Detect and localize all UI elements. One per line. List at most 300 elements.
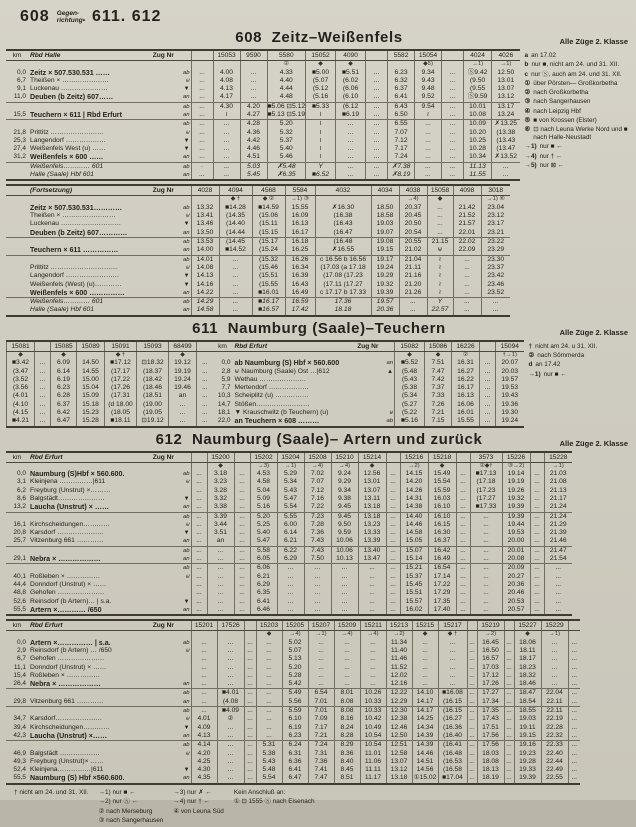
time-cell: 6.41: [282, 766, 308, 774]
time-cell: ...: [504, 672, 514, 680]
time-cell: ...: [453, 272, 481, 280]
footnote: →4) nur † ←: [173, 798, 210, 806]
header-train-number: 9590: [240, 50, 267, 61]
time-cell: 10.06: [331, 537, 358, 546]
time-cell: ...: [219, 298, 252, 307]
station-cell: [28, 120, 178, 129]
time-cell: 14.08: [191, 264, 219, 272]
column-marker: →1): [464, 61, 492, 69]
time-cell: 13.07: [492, 85, 520, 93]
time-cell: 16.27: [452, 368, 480, 376]
time-cell: 11.52: [386, 664, 412, 672]
time-cell: 4.30: [191, 766, 217, 774]
km-cell: 46,9: [13, 749, 26, 757]
time-cell: 16.54: [428, 564, 456, 573]
time-cell: ...: [427, 204, 453, 212]
time-cell: 10.13: [331, 555, 358, 564]
time-cell: ...: [244, 664, 256, 672]
header-train-number: [386, 452, 400, 463]
time-cell: 11.01: [360, 750, 386, 758]
time-cell: ...: [442, 85, 464, 93]
section-608: [6, 49, 632, 317]
footnote: →4) nur † ←: [524, 152, 563, 160]
time-cell: ...: [467, 707, 477, 716]
time-cell: 7.50: [304, 555, 331, 564]
time-cell: (15.17: [252, 238, 285, 247]
time-cell: ...: [481, 306, 510, 315]
time-cell: ✗5.48: [267, 162, 306, 171]
table-row: [6, 503, 572, 512]
time-cell: (17.27: [470, 495, 502, 503]
time-cell: 20.00: [502, 537, 530, 546]
time-cell: 16.25: [285, 246, 315, 255]
time-cell: ...: [277, 598, 304, 606]
time-cell: ...: [386, 503, 400, 512]
time-cell: ...: [277, 581, 304, 589]
km-cell: [6, 246, 28, 255]
station-cell: Balgstädt ………………: [30, 749, 100, 757]
time-cell: ...: [217, 655, 244, 663]
time-cell: ...: [256, 647, 282, 655]
time-cell: ...: [234, 606, 250, 615]
time-cell: c 17.17 b 17.33: [315, 289, 371, 298]
time-cell: ...: [438, 680, 467, 689]
time-cell: (16.48: [315, 238, 371, 247]
stop-type-cell: ab: [178, 564, 191, 573]
time-cell: ...: [207, 573, 234, 581]
time-cell: ...: [197, 417, 213, 426]
header-train-number: 15094: [496, 341, 524, 352]
time-cell: ...: [336, 137, 366, 145]
time-cell: (6.02: [336, 77, 366, 85]
time-cell: ...: [470, 529, 502, 537]
time-cell: (17.11 (17.27: [315, 281, 371, 289]
header-train-number: 15058: [427, 185, 453, 196]
time-cell: 15.04: [77, 384, 105, 392]
time-cell: 5.34: [277, 478, 304, 486]
time-cell: 19.33: [514, 766, 541, 774]
time-cell: 20.03: [496, 368, 524, 376]
time-cell: 9.54: [415, 102, 442, 111]
time-cell: 7.09: [308, 715, 334, 723]
time-cell: 9.29: [331, 478, 358, 486]
time-cell: 18.17: [514, 655, 541, 663]
header-km: km: [6, 50, 28, 61]
column-marker: [315, 196, 371, 204]
time-cell: 6.23: [51, 384, 77, 392]
time-cell: (15.15: [252, 229, 285, 238]
header-train-number: 15226: [502, 452, 530, 463]
time-cell: 16.13: [452, 392, 480, 400]
time-cell: (5.22: [395, 409, 425, 417]
time-cell: 19.30: [496, 409, 524, 417]
station-cell: ab Naumburg (S) Hbf × 560.600: [234, 359, 340, 368]
header-train-number: 15214: [358, 452, 386, 463]
time-cell: ■16.17: [252, 298, 285, 307]
km-cell: [6, 255, 28, 264]
column-marker: [191, 631, 217, 639]
time-cell: ■6.52: [306, 171, 336, 180]
header-train-number: 15209: [334, 620, 360, 631]
column-marker: ◆: [306, 61, 336, 69]
time-cell: 13.40: [358, 546, 386, 555]
time-cell: 14.10: [412, 689, 438, 698]
time-cell: 4.13: [213, 85, 240, 93]
time-cell: 13.01: [492, 77, 520, 85]
station-cell: Langendorf ……………………: [30, 272, 120, 280]
time-cell: 19.44: [502, 521, 530, 529]
time-cell: 6.31: [282, 750, 308, 758]
table-row: [6, 306, 510, 315]
time-cell: ...: [234, 573, 250, 581]
time-cell: 5.04: [250, 487, 277, 495]
time-cell: 12.56: [358, 470, 386, 478]
header-train-number: [366, 50, 388, 61]
time-cell: ...: [256, 724, 282, 732]
time-cell: ⊡18.32: [137, 359, 169, 367]
time-cell: (15.11: [252, 220, 285, 228]
time-cell: ...: [386, 470, 400, 478]
time-cell: ...: [217, 766, 244, 774]
stop-type-cell: [383, 392, 395, 400]
time-cell: (16.58: [438, 766, 467, 774]
stop-type-cell: ⊎: [185, 129, 190, 136]
time-cell: ...: [442, 129, 464, 137]
time-cell: ■17.13: [470, 470, 502, 478]
time-cell: ...: [366, 129, 388, 137]
header-train-number: 15218: [428, 452, 456, 463]
time-cell: ...: [217, 741, 244, 750]
time-cell: ...: [207, 555, 234, 564]
time-cell: ...: [277, 589, 304, 597]
header-train-number: 15216: [400, 452, 428, 463]
stop-type-cell: an: [182, 111, 190, 118]
time-cell: 23.52: [481, 289, 510, 298]
time-cell: (17.08 (17.23: [315, 272, 371, 280]
column-marker: →1) ⑥: [481, 196, 510, 204]
time-cell: ...: [35, 376, 51, 384]
time-cell: ■14.59: [252, 204, 285, 212]
station-cell: [28, 707, 178, 716]
time-cell: ...: [207, 598, 234, 606]
station-cell: Teuchern × 611 ……………: [30, 246, 119, 255]
time-cell: (6.12: [336, 102, 366, 111]
km-cell: [6, 204, 28, 212]
time-cell: (14.45: [219, 238, 252, 247]
km-cell: [6, 238, 28, 247]
time-cell: Ⓢ9.42: [464, 69, 492, 77]
footnote: ⑥ ⊡ nach Leuna Werke Nord und ■ nach Halle-Neustadt: [524, 126, 628, 142]
time-cell: ...: [240, 69, 267, 77]
footnote: ② nach Sömmerda: [528, 352, 585, 360]
timetable-611: [6, 340, 524, 428]
time-cell: ...: [191, 153, 213, 162]
column-marker: →4): [331, 462, 358, 470]
time-cell: ...: [217, 664, 244, 672]
time-cell: ≀: [415, 111, 442, 120]
header-train-number: 15228: [544, 452, 572, 463]
time-cell: 22.57: [427, 306, 453, 315]
time-cell: (15.06: [252, 212, 285, 220]
time-cell: 15.00: [77, 376, 105, 384]
time-cell: ...: [207, 589, 234, 597]
time-cell: Ⓢ9.59: [464, 93, 492, 102]
station-cell: Karsdorf …………………: [30, 529, 104, 537]
time-cell: ...: [244, 758, 256, 766]
time-cell: 5.20: [250, 512, 277, 521]
time-cell: ...: [334, 664, 360, 672]
column-marker: [442, 61, 464, 69]
time-cell: 7.17: [308, 724, 334, 732]
time-cell: ...: [438, 655, 467, 663]
time-cell: ...: [504, 750, 514, 758]
column-marker: [480, 351, 496, 359]
time-cell: ...: [191, 85, 213, 93]
time-cell: ...: [442, 171, 464, 180]
table-row: [6, 647, 580, 655]
stop-type-cell: ab: [178, 255, 191, 264]
time-cell: 14.34: [412, 724, 438, 732]
time-cell: ≀: [427, 272, 453, 280]
time-cell: 8.51: [334, 774, 360, 783]
time-cell: 6.43: [388, 102, 415, 111]
time-cell: 14.50: [77, 359, 105, 367]
time-cell: 20.37: [399, 204, 427, 212]
header-tag: [383, 341, 395, 352]
time-cell: 13.53: [191, 238, 219, 247]
time-cell: 5.43: [277, 487, 304, 495]
time-cell: (9.55: [464, 85, 492, 93]
km-cell: 2,8: [221, 367, 231, 375]
time-cell: (16.15: [438, 707, 467, 716]
time-cell: 10.01: [464, 102, 492, 111]
time-cell: 22.04: [541, 689, 568, 698]
time-cell: ...: [456, 495, 470, 503]
table-row: [6, 766, 580, 774]
km-cell: [6, 298, 28, 307]
time-cell: ...: [386, 598, 400, 606]
time-cell: 7.02: [304, 470, 331, 478]
time-cell: ...: [191, 689, 217, 698]
time-cell: 9.48: [415, 85, 442, 93]
column-marker: [386, 462, 400, 470]
time-cell: (4.15: [7, 409, 35, 417]
time-cell: ...: [467, 698, 477, 707]
time-cell: ■5.16: [395, 417, 425, 426]
time-cell: ...: [234, 470, 250, 478]
time-cell: 19.19: [502, 478, 530, 486]
header-tag: [178, 452, 191, 463]
time-cell: 9.24: [331, 470, 358, 478]
time-cell: ...: [415, 162, 442, 171]
header-train-number: [480, 341, 496, 352]
time-cell: 4.13: [191, 732, 217, 741]
time-cell: 20.36: [371, 306, 399, 315]
time-cell: ...: [412, 639, 438, 647]
time-cell: ...: [480, 384, 496, 392]
time-cell: 13.07: [386, 758, 412, 766]
time-cell: ...: [530, 503, 544, 512]
time-cell: ...: [480, 368, 496, 376]
header-train-number: [197, 341, 213, 352]
time-cell: ...: [197, 359, 213, 367]
time-cell: 3.28: [207, 487, 234, 495]
time-cell: 19.39: [502, 503, 530, 512]
time-cell: 6.41: [250, 598, 277, 606]
cell: [6, 196, 28, 204]
column-marker: →4): [360, 631, 386, 639]
time-cell: 22.40: [541, 750, 568, 758]
stop-type-cell: [383, 376, 395, 384]
time-cell: 15.28: [77, 417, 105, 426]
time-cell: 8.36: [334, 750, 360, 758]
time-cell: 12.50: [492, 69, 520, 77]
column-marker: →1): [492, 61, 520, 69]
time-cell: ...: [191, 546, 207, 555]
time-cell: (18.42: [137, 376, 169, 384]
header-train-number: 4568: [252, 185, 285, 196]
stop-type-cell: ▼: [183, 530, 190, 537]
time-cell: 4.33: [267, 69, 306, 77]
time-cell: ...: [412, 680, 438, 689]
time-cell: 5.56: [282, 698, 308, 707]
time-cell: 14.13: [191, 272, 219, 280]
time-cell: 4.35: [191, 774, 217, 783]
time-cell: ...: [467, 655, 477, 663]
time-cell: 16.42: [428, 546, 456, 555]
time-cell: ...: [207, 581, 234, 589]
time-cell: ...: [336, 162, 366, 171]
time-cell: (16.53: [438, 758, 467, 766]
time-cell: ...: [191, 655, 217, 663]
time-cell: 9.50: [331, 521, 358, 529]
stop-type-cell: ab: [386, 418, 393, 425]
station-cell: Zeitz × 507.530.531…………: [30, 203, 123, 212]
column-marker: [191, 61, 213, 69]
km-cell: 25,7: [13, 537, 26, 545]
column-marker: [371, 196, 399, 204]
time-cell: an: [169, 392, 197, 400]
stop-type-cell: ab: [182, 69, 190, 76]
time-cell: 4.17: [213, 93, 240, 102]
time-cell: 12.29: [386, 698, 412, 707]
station-cell: Nebra × ………………: [30, 555, 101, 564]
table-row: [7, 376, 524, 384]
stop-type-cell: ⊎: [185, 264, 190, 271]
section-title-611: [6, 320, 632, 338]
time-cell: 23.04: [481, 204, 510, 212]
gegenrichtung-label: Gegen- richtung•: [56, 10, 85, 24]
time-cell: 11.40: [386, 647, 412, 655]
stop-type-cell: ⊎: [185, 213, 190, 220]
table-row: [6, 264, 510, 272]
time-cell: ...: [412, 664, 438, 672]
time-cell: c 16.56 b 16.56: [315, 255, 371, 264]
footnote: ② nach Großkorbetha: [524, 89, 589, 97]
time-cell: ...: [386, 546, 400, 555]
time-cell: ...: [453, 255, 481, 264]
time-cell: (d 18.00: [105, 401, 137, 409]
time-cell: 9.45: [331, 512, 358, 521]
stop-type-cell: ab: [178, 120, 191, 129]
time-cell: ...: [386, 606, 400, 615]
time-cell: 3.39: [207, 512, 234, 521]
time-cell: ≀: [306, 153, 336, 162]
time-cell: ...: [358, 598, 386, 606]
time-cell: ...: [191, 487, 207, 495]
km-cell: [6, 689, 28, 698]
time-cell: 17.35: [428, 598, 456, 606]
table-row: [7, 417, 524, 426]
time-cell: 23.21: [481, 229, 510, 238]
footnote: Kein Anschluß an:: [233, 788, 286, 796]
time-cell: ...: [568, 655, 580, 663]
time-cell: ...: [386, 537, 400, 546]
header-train-number: 15086: [425, 341, 452, 352]
cell: [28, 61, 178, 69]
time-cell: 16.43: [285, 281, 315, 289]
table-row: [6, 537, 572, 546]
time-cell: ...: [244, 707, 256, 716]
time-cell: 9.43: [415, 77, 442, 85]
km-cell: 34,7: [13, 715, 26, 723]
time-cell: ...: [213, 145, 240, 153]
time-cell: 8.45: [334, 766, 360, 774]
header-train-number: 3018: [481, 185, 510, 196]
timetable-608-block2: [6, 184, 510, 316]
time-cell: 11.55: [464, 171, 492, 180]
time-cell: ...: [415, 145, 442, 153]
time-cell: ■6.19: [336, 111, 366, 120]
time-cell: 16.13: [285, 220, 315, 228]
table-row: [6, 272, 510, 280]
time-cell: ...: [467, 724, 477, 732]
km-cell: [6, 229, 28, 238]
time-cell: 5.16: [250, 503, 277, 512]
time-cell: 6.14: [277, 529, 304, 537]
stop-type-cell: ab: [178, 689, 191, 698]
time-cell: ...: [467, 672, 477, 680]
time-cell: ...: [504, 758, 514, 766]
km-cell: 55,5: [13, 774, 26, 782]
time-cell: 14.00: [191, 246, 219, 255]
header-train-number: 15081: [7, 341, 35, 352]
page-header: [20, 8, 632, 26]
km-cell: 5,9: [221, 375, 231, 383]
time-cell: ...: [213, 129, 240, 137]
time-cell: 14.58: [191, 306, 219, 315]
header-train-number: 15207: [308, 620, 334, 631]
table-row: [6, 598, 572, 606]
header-tag: [178, 50, 191, 61]
time-cell: ≀: [427, 281, 453, 289]
time-cell: ...: [386, 564, 400, 573]
time-cell: ...: [191, 672, 217, 680]
time-cell: 19.15: [371, 246, 399, 255]
stop-type-cell: ab: [182, 639, 190, 646]
time-cell: (3.52: [7, 376, 35, 384]
time-cell: 18.55: [514, 707, 541, 716]
time-cell: 6.21: [277, 537, 304, 546]
time-cell: 20.01: [502, 546, 530, 555]
time-cell: 17.56: [477, 732, 504, 741]
time-cell: 15.59: [428, 487, 456, 495]
column-marker: [568, 631, 580, 639]
time-cell: ...: [244, 715, 256, 723]
header-train-number: 15093: [137, 341, 169, 352]
header-train-number: 15203: [256, 620, 282, 631]
time-cell: ...: [467, 647, 477, 655]
